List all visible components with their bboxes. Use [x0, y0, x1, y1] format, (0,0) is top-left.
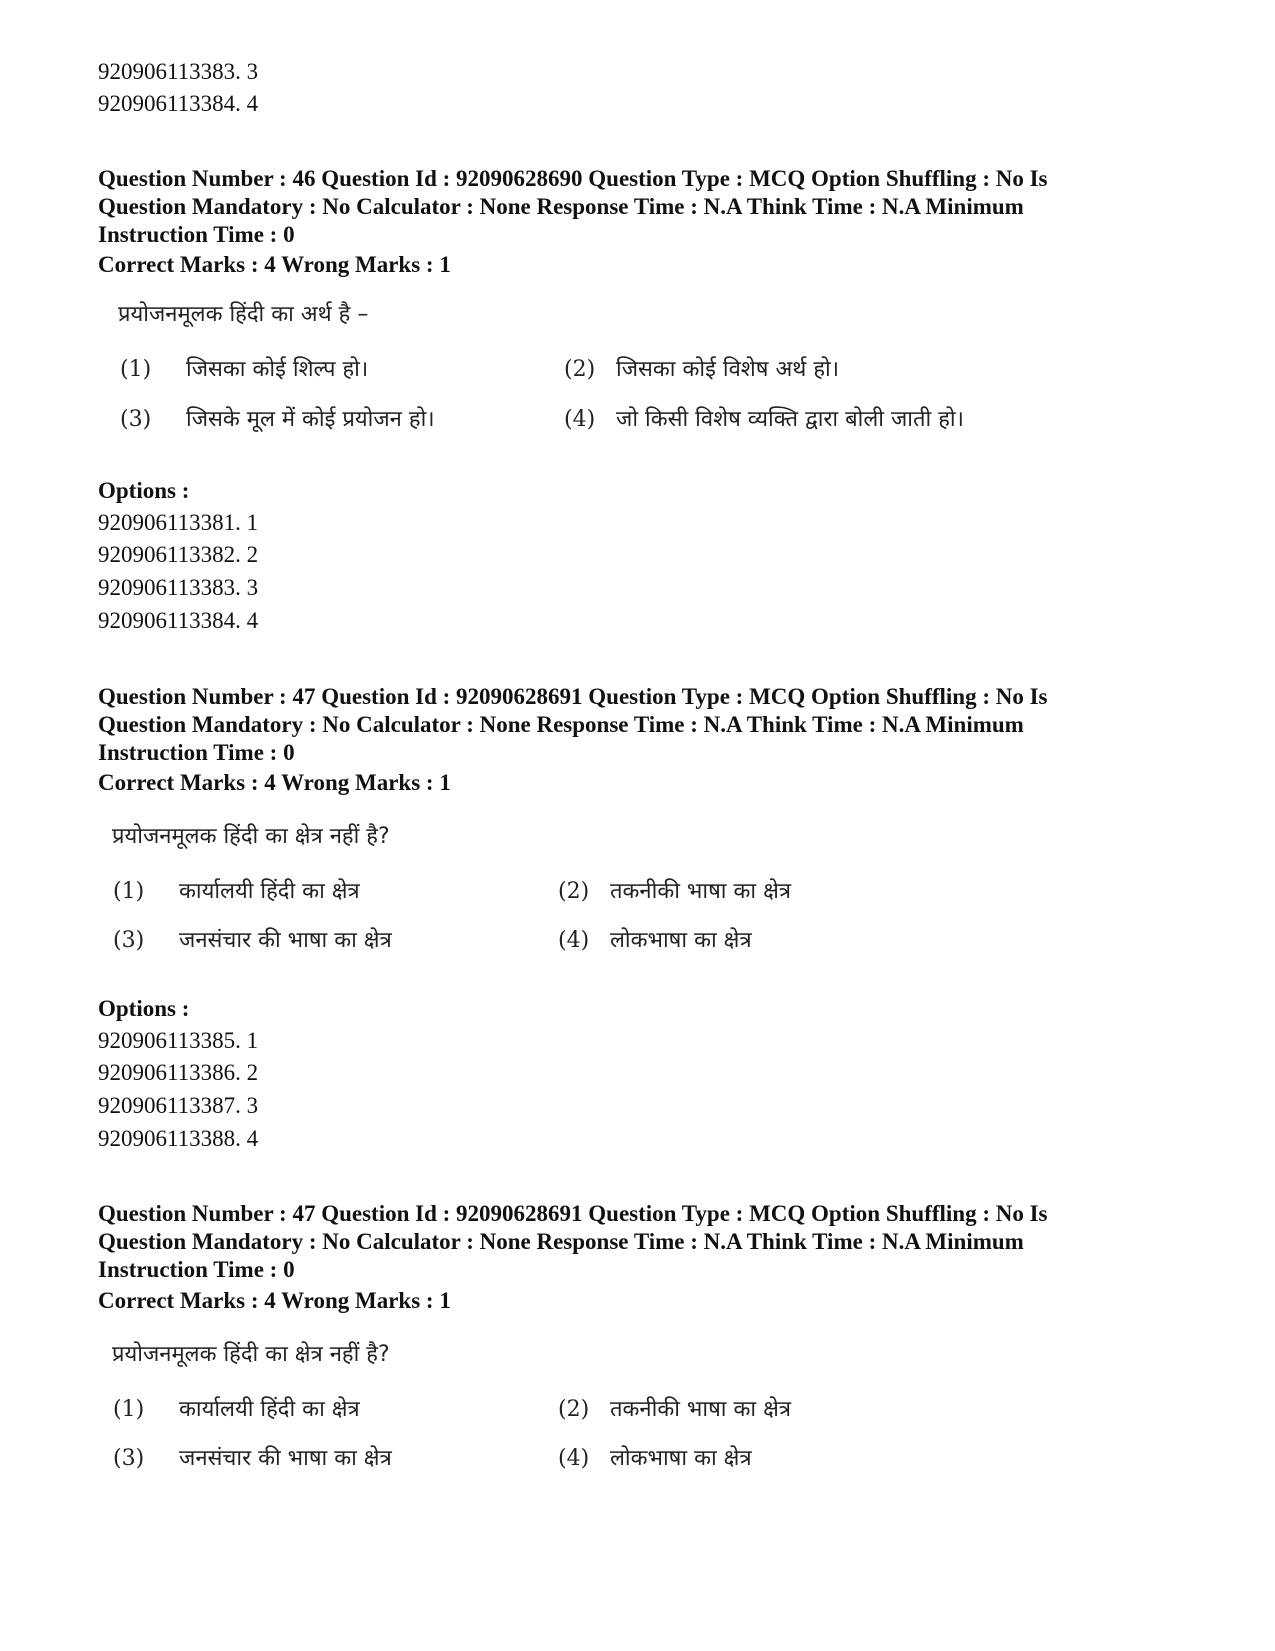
choice-number: (4)	[558, 1446, 590, 1471]
choice-text: जिसके मूल में कोई प्रयोजन हो।	[186, 407, 435, 432]
choice-text: लोकभाषा का क्षेत्र	[610, 1446, 752, 1471]
option-id: 920906113386	[98, 1060, 236, 1085]
option-id: 920906113385	[98, 1028, 236, 1053]
option-value: 2	[246, 542, 259, 567]
option-line: 920906113381. 1	[98, 510, 259, 535]
choice-item	[558, 877, 791, 907]
choice-number: (4)	[558, 928, 590, 953]
choice-item	[558, 1444, 752, 1474]
option-id: 920906113383	[98, 575, 236, 600]
option-value: 2	[246, 1060, 259, 1085]
question-header-line: Question Number : 47 Question Id : 92090628691 Question Type : MCQ Option Shuffling : No Is	[98, 1201, 1048, 1226]
choice-text: लोकभाषा का क्षेत्र	[610, 928, 752, 953]
option-value: 3	[246, 1093, 259, 1118]
choice-number: (3)	[113, 928, 145, 953]
question-header-line: Question Number : 47 Question Id : 92090628691 Question Type : MCQ Option Shuffling : No Is	[98, 684, 1048, 709]
option-value: 4	[246, 91, 259, 116]
choice-number: (3)	[120, 407, 152, 432]
question-header	[98, 1200, 1178, 1284]
option-line: 920906113382. 2	[98, 542, 259, 567]
option-line: 920906113387. 3	[98, 1093, 259, 1118]
choice-item	[558, 926, 752, 956]
choice-text: जनसंचार की भाषा का क्षेत्र	[179, 1446, 392, 1471]
choice-text: कार्यालयी हिंदी का क्षेत्र	[179, 879, 360, 904]
option-id: 920906113388	[98, 1126, 236, 1151]
choice-number: (1)	[113, 879, 145, 904]
choice-item	[558, 1395, 791, 1425]
choice-item	[120, 355, 368, 385]
option-line: 920906113383. 3	[98, 575, 259, 600]
question-header	[98, 165, 1178, 249]
option-id: 920906113382	[98, 542, 236, 567]
choice-item	[113, 1395, 360, 1425]
option-id: 920906113384	[98, 608, 236, 633]
choice-number: (2)	[558, 879, 590, 904]
choice-number: (1)	[113, 1397, 145, 1422]
question-header-line: Question Mandatory : No Calculator : None Response Time : N.A Think Time : N.A Minimum	[98, 1229, 1024, 1254]
choice-text: कार्यालयी हिंदी का क्षेत्र	[179, 1397, 360, 1422]
choice-number: (2)	[564, 357, 596, 382]
choice-text: जो किसी विशेष व्यक्ति द्वारा बोली जाती हो।	[616, 407, 964, 432]
options-label: Options :	[98, 478, 190, 503]
question-header-line: Question Mandatory : No Calculator : None Response Time : N.A Think Time : N.A Minimum	[98, 712, 1024, 737]
choice-item	[120, 405, 435, 435]
question-header-line: Instruction Time : 0	[98, 740, 295, 765]
option-id: 920906113381	[98, 510, 236, 535]
choice-item	[113, 877, 360, 907]
option-value: 1	[246, 510, 259, 535]
question-body	[112, 1340, 390, 1370]
option-line: 920906113386. 2	[98, 1060, 259, 1085]
option-id: 920906113383	[98, 59, 236, 84]
question-stem: प्रयोजनमूलक हिंदी का अर्थ है –	[118, 302, 369, 327]
option-value: 4	[246, 1126, 259, 1151]
choice-text: जनसंचार की भाषा का क्षेत्र	[179, 928, 392, 953]
choice-text: तकनीकी भाषा का क्षेत्र	[610, 1397, 792, 1422]
question-body	[112, 822, 390, 852]
options-label: Options :	[98, 996, 190, 1021]
choice-text: जिसका कोई विशेष अर्थ हो।	[616, 357, 840, 382]
option-line: 920906113388. 4	[98, 1126, 259, 1151]
option-id: 920906113387	[98, 1093, 236, 1118]
question-stem: प्रयोजनमूलक हिंदी का क्षेत्र नहीं है?	[112, 1342, 390, 1367]
option-line: 920906113383. 3	[98, 59, 259, 84]
option-id: 920906113384	[98, 91, 236, 116]
choice-text: जिसका कोई शिल्प हो।	[186, 357, 369, 382]
marks-line: Correct Marks : 4 Wrong Marks : 1	[98, 252, 451, 277]
option-value: 1	[246, 1028, 259, 1053]
question-header	[98, 683, 1178, 767]
option-line: 920906113384. 4	[98, 608, 259, 633]
option-value: 3	[246, 575, 259, 600]
choice-number: (4)	[564, 407, 596, 432]
question-header-line: Question Mandatory : No Calculator : None Response Time : N.A Think Time : N.A Minimum	[98, 194, 1024, 219]
choice-text: तकनीकी भाषा का क्षेत्र	[610, 879, 792, 904]
question-header-line: Instruction Time : 0	[98, 222, 295, 247]
choice-item	[564, 405, 964, 435]
question-header-line: Instruction Time : 0	[98, 1257, 295, 1282]
question-header-line: Question Number : 46 Question Id : 92090628690 Question Type : MCQ Option Shuffling : No Is	[98, 166, 1048, 191]
choice-item	[113, 1444, 392, 1474]
option-value: 3	[246, 59, 259, 84]
marks-line: Correct Marks : 4 Wrong Marks : 1	[98, 770, 451, 795]
choice-number: (2)	[558, 1397, 590, 1422]
option-line: 920906113384. 4	[98, 91, 259, 116]
option-line: 920906113385. 1	[98, 1028, 259, 1053]
option-value: 4	[246, 608, 259, 633]
marks-line: Correct Marks : 4 Wrong Marks : 1	[98, 1288, 451, 1313]
question-stem: प्रयोजनमूलक हिंदी का क्षेत्र नहीं है?	[112, 824, 390, 849]
question-body	[118, 300, 368, 330]
choice-number: (1)	[120, 357, 152, 382]
choice-item	[113, 926, 392, 956]
choice-number: (3)	[113, 1446, 145, 1471]
choice-item	[564, 355, 839, 385]
